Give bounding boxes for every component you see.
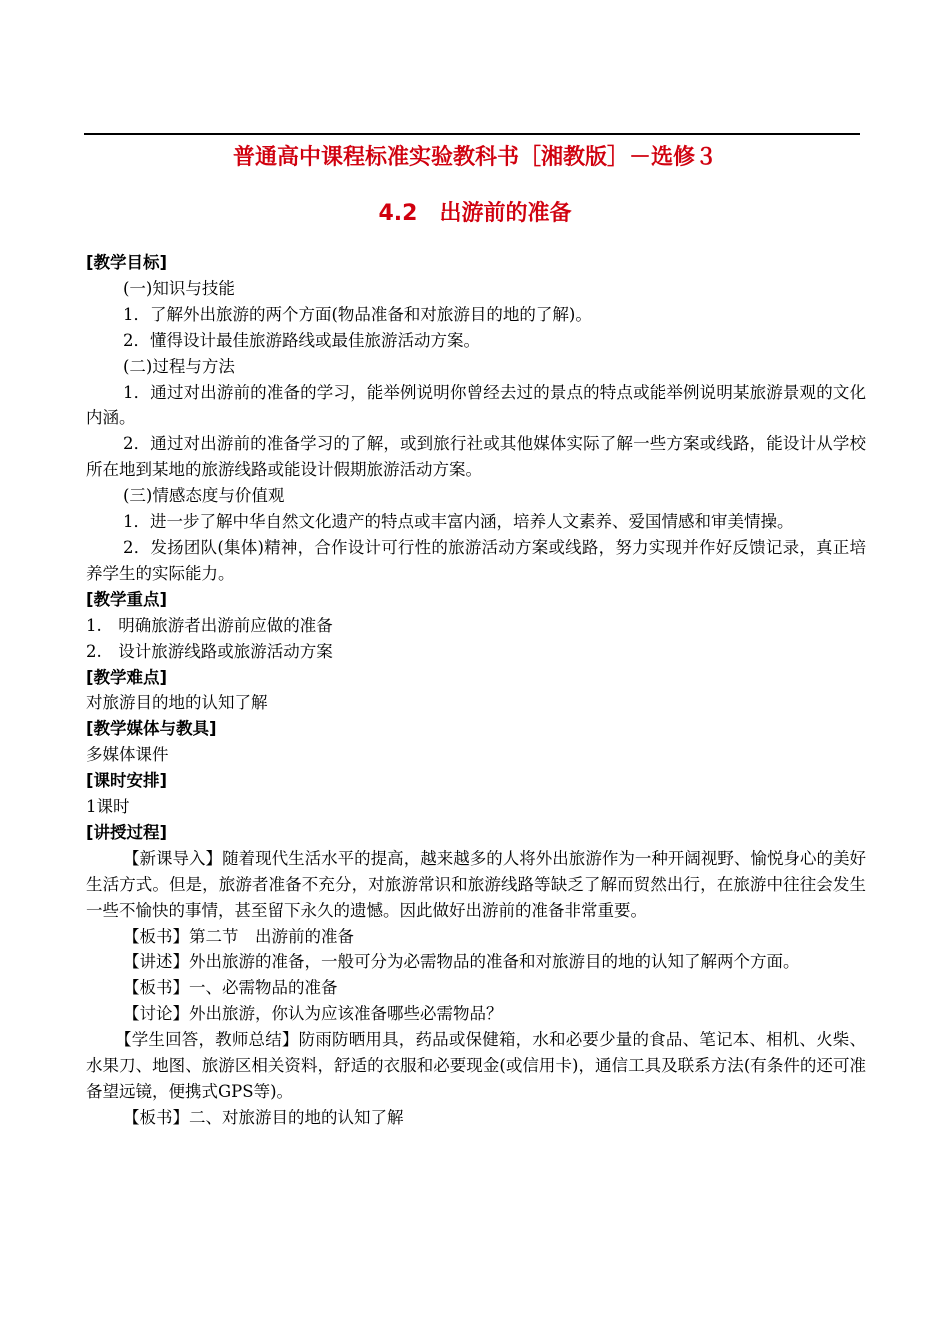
lesson-body <box>86 250 866 1131</box>
media-text: 多媒体课件 <box>86 745 169 765</box>
objectives-heading: [教学目标] <box>86 253 168 272</box>
objective-paragraph: 1．通过对出游前的准备的学习，能举例说明你曾经去过的景点的特点或能举例说明某旅游景观的文化内涵。 <box>86 382 866 428</box>
objective-paragraph: 1．了解外出旅游的两个方面(物品准备和对旅游目的地的了解)。 <box>123 304 592 324</box>
difficulties-text: 对旅游目的地的认知了解 <box>86 693 268 713</box>
process-paragraph: 【讲述】外出旅游的准备，一般可分为必需物品的准备和对旅游目的地的认知了解两个方面。 <box>123 952 800 972</box>
key-points-heading: [教学重点] <box>86 589 168 609</box>
objective-paragraph: 1．进一步了解中华自然文化遗产的特点或丰富内涵，培养人文素养、爱国情感和审美情操。 <box>123 512 794 532</box>
schedule-text: 1课时 <box>86 797 130 817</box>
process-paragraph: 【新课导入】随着现代生活水平的提高，越来越多的人将外出旅游作为一种开阔视野、愉悦身心的美好生活方式。但是，旅游者准备不充分，对旅游常识和旅游线路等缺乏了解而贸然出行，在旅游中往往会发生一些不愉快的事情，甚至留下永久的遗憾。因此做好出游前的准备非常重要。 <box>86 848 866 920</box>
difficulties-heading: [教学难点] <box>86 667 168 687</box>
process-paragraph: 【板书】第二节 出游前的准备 <box>123 926 354 946</box>
key-point-item: 2. 设计旅游线路或旅游活动方案 <box>86 641 333 661</box>
objective-paragraph: 2．发扬团队(集体)精神，合作设计可行性的旅游活动方案或线路，努力实现并作好反馈记录，真正培养学生的实际能力。 <box>86 537 866 583</box>
process-paragraph: 【讨论】外出旅游，你认为应该准备哪些必需物品？ <box>123 1004 503 1024</box>
objective-paragraph: 2．通过对出游前的准备学习的了解，或到旅行社或其他媒体实际了解一些方案或线路，能设计从学校所在地到某地的旅游线路或能设计假期旅游活动方案。 <box>86 434 866 480</box>
media-heading: [教学媒体与教具] <box>86 719 217 739</box>
lesson-title: 4.2 出游前的准备 <box>378 201 572 226</box>
objective-subheading-attitude: (三)情感态度与价值观 <box>123 486 285 506</box>
objective-subheading-knowledge: (一)知识与技能 <box>123 278 235 298</box>
process-paragraph: 【板书】二、对旅游目的地的认知了解 <box>123 1107 404 1127</box>
objective-paragraph: 2．懂得设计最佳旅游路线或最佳旅游活动方案。 <box>123 330 480 350</box>
header-rule <box>84 133 860 135</box>
schedule-heading: [课时安排] <box>86 771 168 791</box>
process-paragraph: 【板书】一、必需物品的准备 <box>123 978 338 998</box>
objective-subheading-process: (二)过程与方法 <box>123 356 235 376</box>
key-point-item: 1. 明确旅游者出游前应做的准备 <box>86 615 333 635</box>
book-title: 普通高中课程标准实验教科书［湘教版］－选修３ <box>232 145 717 170</box>
process-paragraph: 【学生回答，教师总结】防雨防晒用具，药品或保健箱，水和必要少量的食品、笔记本、相机、火柴、水果刀、地图、旅游区相关资料，舒适的衣服和必要现金(或信用卡)，通信工具及联系方法(有条件的还可准备望远镜，便携式GPS等)。 <box>86 1030 866 1101</box>
process-heading: [讲授过程] <box>86 822 168 842</box>
